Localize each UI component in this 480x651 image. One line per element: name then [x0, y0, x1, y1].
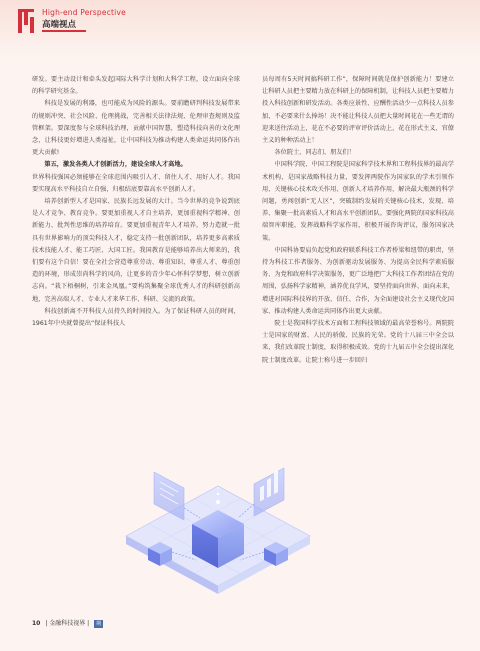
section-title-en: High-end Perspective	[42, 8, 126, 17]
left-column	[32, 74, 240, 330]
paragraph: 中国科学院、中国工程院是国家科学技术界和工程科技界的最高学术机构，是国家战略科技力量，要发挥两院作为国家队的学术引领作用、关键核心技术攻关作用、创新人才培养作用，解决最大瓶颈的科学问题，勇闯创新“无人区”，突破制约发展的关键核心技术，发现、培养、集聚一批高素质人才和高水平创新团队。要强化两院的国家科技高端智库职能，发挥战略科学家作用，积极开展咨询评议，服务国家决策。	[262, 161, 454, 242]
header-rule	[42, 30, 86, 32]
page-number: 10	[32, 620, 41, 627]
paragraph: 世界科技强国必须能够在全球范围内吸引人才、留住人才、用好人才。我国要实现高水平科技自立自强，归根结底要靠高水平创新人才。	[32, 173, 240, 193]
page-footer	[32, 618, 103, 628]
paragraph: 研发。要主动设计和牵头发起国际大科学计划和大科学工程，设立面向全球的科学研究基金。	[32, 76, 240, 96]
isometric-tech-illustration	[120, 438, 316, 600]
paragraph: 培养创新型人才是国家、民族长远发展的大计。当今世界的竞争说到底是人才竞争、教育竞争。要更加重视人才自主培养，更加重视科学精神、创新能力、批判性思维的培养培育。要更加重视青年人才培养，努力造就一批具有世界影响力的顶尖科技人才，稳定支持一批创新团队，培养更多高素质技术技能人才、能工巧匠、大国工匠。我国教育是能够培养出大师来的，我们要有这个自信！要在全社会营造尊重劳动、尊重知识、尊重人才、尊重创造的环境，形成崇尚科学的风尚，让更多的青少年心怀科学梦想，树立创新志向。“栽下梧桐树，引来金凤凰。”要构筑集聚全球优秀人才的科研创新高地，完善高端人才、专业人才来华工作、科研、交流的政策。	[32, 198, 240, 303]
right-column	[262, 74, 454, 367]
paragraph: 院士是我国科学技术方面和工程科技领域的最高荣誉称号。两院院士是国家的财富、人民的骄傲、民族的光荣。党的十八届三中全会以来，我们改革院士制度，取得积极成效。党的十九届五中全会提出深化院士制度改革。让院士称号进一步回归	[262, 320, 454, 364]
paragraph: 各位院士，同志们、朋友们！	[274, 149, 355, 157]
footer-separator: |	[87, 620, 90, 627]
paragraph: 中国科协要肩负起党和政府联系科技工作者桥梁和纽带的职责，坚持为科技工作者服务、为创新驱动发展服务、为提高全民科学素质服务、为党和政府科学决策服务，更广泛地把广大科技工作者团结在党的周围，弘扬科学家精神，涵养优良学风，要坚持面向世界、面向未来，增进对国际科技界的开放、信任、合作，为全面建设社会主义现代化国家、推动构建人类命运共同体作出更大贡献。	[262, 246, 454, 315]
paragraph: 员每周有5天时间搞科研工作”，保障时间就是保护创新能力！要建立让科研人员把主要精力放在科研上的保障机制，让科技人员把主要精力投入科技创新和研发活动。各类应景性、应酬性活动少一点科技人员参加，不必要来什么捧场！决不能让科技人员把大量时间花在一些无谓的迎来送往活动上，花在不必要的评审评价活动上，花在形式主义、官僚主义的种种活动上！	[262, 76, 454, 145]
paragraph: 科技创新离不开科技人员持久的时间投入。为了保证科研人员的时间，1961年中央就曾提出“保证科技人	[32, 307, 240, 328]
issue-badge: 期	[96, 621, 102, 627]
magazine-name: 金融科技视界	[49, 620, 86, 627]
subheading: 第五，激发各类人才创新活力，建设全球人才高地。	[44, 161, 187, 169]
section-logo-icon	[18, 9, 38, 33]
paragraph: 科技是发展的利器，也可能成为风险的源头。要前瞻研判科技发展带来的规则冲突、社会风险、伦理挑战，完善相关法律法规、伦理审查规则及监管框架。要深度参与全球科技治理，贡献中国智慧，塑造科技向善的文化理念，让科技更好增进人类福祉，让中国科技为推动构建人类命运共同体作出更大贡献!	[32, 100, 240, 157]
footer-separator: |	[45, 620, 48, 627]
section-title-cn: 高端视点	[42, 20, 77, 30]
